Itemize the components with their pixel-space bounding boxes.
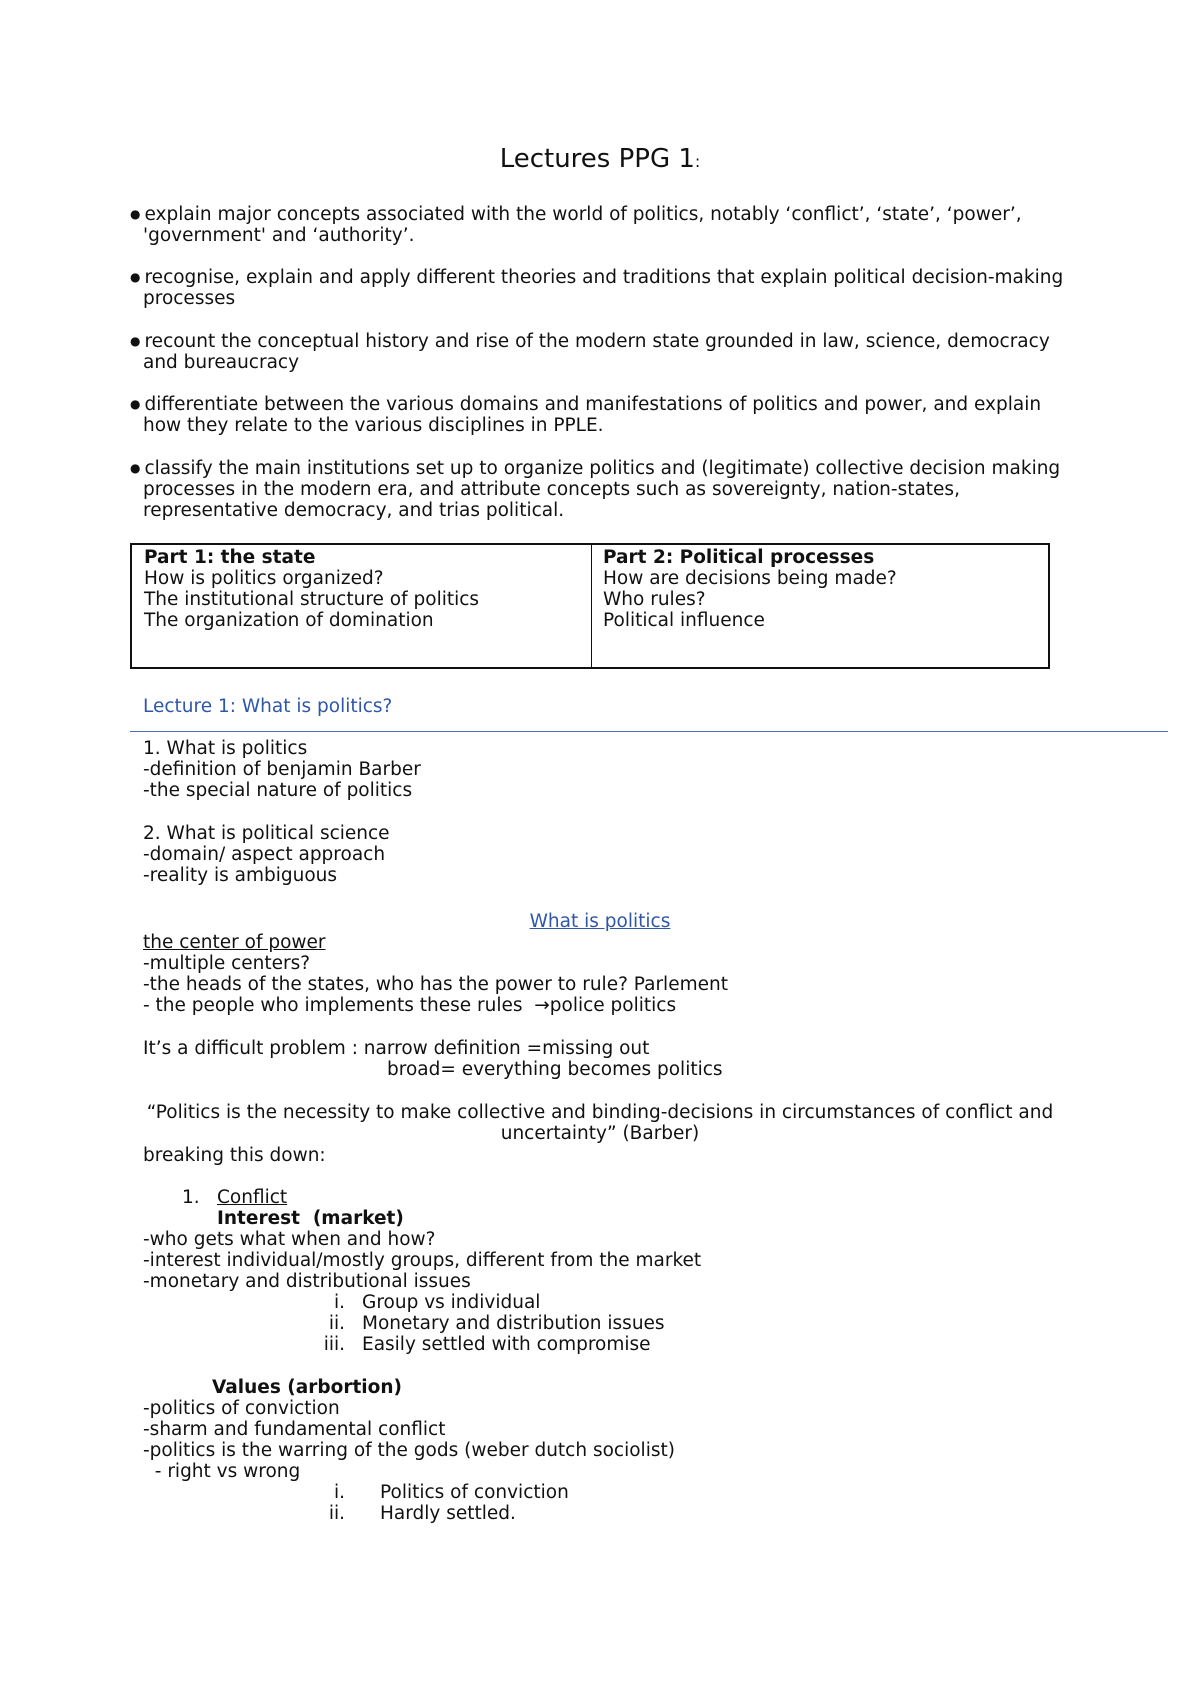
objective-5-line-1: ● classify the main institutions set up to organize politics and (legitimate) collective decision making xyxy=(130,458,1061,479)
part-1-line: How is politics organized? xyxy=(144,568,384,589)
roman-numeral: ii. xyxy=(328,1503,345,1524)
objective-2-line-2: processes xyxy=(143,288,236,309)
barber-quote-line-1: “Politics is the necessity to make collective and binding-decisions in circumstances of conflict and xyxy=(146,1102,1054,1123)
objective-3-line-2: and bureaucracy xyxy=(143,352,300,373)
bullet-icon: ● xyxy=(130,397,141,411)
part-2-line: Who rules? xyxy=(603,589,706,610)
values-heading: Values (arbortion) xyxy=(212,1377,402,1398)
objective-5-line-3: representative democracy, and trias political. xyxy=(143,500,565,521)
outline-sub-item: -domain/ aspect approach xyxy=(143,844,386,865)
center-of-power-line: -multiple centers? xyxy=(143,953,311,974)
conflict-label: Conflict xyxy=(217,1187,288,1208)
part-1-line: The institutional structure of politics xyxy=(144,589,480,610)
barber-quote-line-2: uncertainty” (Barber) xyxy=(500,1123,700,1144)
conflict-number: 1. xyxy=(182,1187,200,1208)
lecture-heading-text: What is politics? xyxy=(241,696,393,717)
interest-roman-item: Easily settled with compromise xyxy=(362,1334,651,1355)
table-divider xyxy=(591,545,592,667)
values-line: -politics of conviction xyxy=(143,1398,340,1419)
bullet-icon: ● xyxy=(130,270,141,284)
interest-roman-item: Group vs individual xyxy=(362,1292,541,1313)
values-roman-item: Hardly settled. xyxy=(380,1503,516,1524)
roman-numeral: iii. xyxy=(323,1334,345,1355)
objective-4-line-1: ● differentiate between the various domains and manifestations of politics and power, and explain xyxy=(130,394,1042,415)
bullet-icon: ● xyxy=(130,461,141,475)
title-text: Lectures PPG 1 xyxy=(499,144,695,174)
problem-line-2: broad= everything becomes politics xyxy=(387,1059,723,1080)
interest-line: -interest individual/mostly groups, different from the market xyxy=(143,1250,702,1271)
objective-3-line-1: ● recount the conceptual history and rise of the modern state grounded in law, science, democracy xyxy=(130,331,1050,352)
interest-line: -monetary and distributional issues xyxy=(143,1271,471,1292)
bullet-icon: ● xyxy=(130,334,141,348)
bullet-icon: ● xyxy=(130,207,141,221)
part-2-line: Political influence xyxy=(603,610,765,631)
values-roman-item: Politics of conviction xyxy=(380,1482,569,1503)
roman-numeral: i. xyxy=(333,1482,345,1503)
values-line: -sharm and fundamental conflict xyxy=(143,1419,446,1440)
outline-sub-item: -the special nature of politics xyxy=(143,780,413,801)
heading-rule xyxy=(130,731,1168,732)
roman-numeral: i. xyxy=(333,1292,345,1313)
objective-5-line-2: processes in the modern era, and attribute concepts such as sovereignty, nation-states, xyxy=(143,479,960,500)
values-line: -politics is the warring of the gods (weber dutch sociolist) xyxy=(143,1440,675,1461)
center-of-power-heading: the center of power xyxy=(143,932,326,953)
outline-item-2: 2. What is political science xyxy=(143,823,390,844)
breaking-down-text: breaking this down: xyxy=(143,1145,326,1166)
interest-roman-item: Monetary and distribution issues xyxy=(362,1313,665,1334)
values-line: - right vs wrong xyxy=(143,1461,301,1482)
part-1-heading: Part 1: the state xyxy=(144,547,316,568)
outline-sub-item: -reality is ambiguous xyxy=(143,865,338,886)
objective-4-line-2: how they relate to the various disciplines in PPLE. xyxy=(143,415,604,436)
table-part-2 xyxy=(603,547,897,631)
center-of-power-line: -the heads of the states, who has the power to rule? Parlement xyxy=(143,974,728,995)
objective-2-line-1: ● recognise, explain and apply different theories and traditions that explain political decision-making xyxy=(130,267,1064,288)
lecture-heading xyxy=(143,696,392,717)
objective-1-line-1: ● explain major concepts associated with the world of politics, notably ‘conflict’, ‘state’, ‘power’, xyxy=(130,204,1022,225)
objective-1-line-2: 'government' and ‘authority’. xyxy=(143,225,415,246)
title-colon: : xyxy=(694,152,701,171)
part-2-heading: Part 2: Political processes xyxy=(603,547,875,568)
interest-heading: Interest (market) xyxy=(217,1208,404,1229)
lecture-heading-prefix: Lecture 1: xyxy=(143,696,242,717)
problem-line-1: It’s a difficult problem : narrow definition =missing out xyxy=(143,1038,650,1059)
parts-table xyxy=(130,543,1050,669)
interest-line: -who gets what when and how? xyxy=(143,1229,436,1250)
part-2-line: How are decisions being made? xyxy=(603,568,897,589)
part-1-line: The organization of domination xyxy=(144,610,434,631)
center-of-power-line: - the people who implements these rules →police politics xyxy=(143,995,677,1016)
outline-sub-item: -definition of benjamin Barber xyxy=(143,759,421,780)
page-title xyxy=(0,143,1200,178)
table-part-1 xyxy=(144,547,479,631)
roman-numeral: ii. xyxy=(328,1313,345,1334)
section-title: What is politics xyxy=(529,911,671,932)
outline-item-1: 1. What is politics xyxy=(143,738,308,759)
